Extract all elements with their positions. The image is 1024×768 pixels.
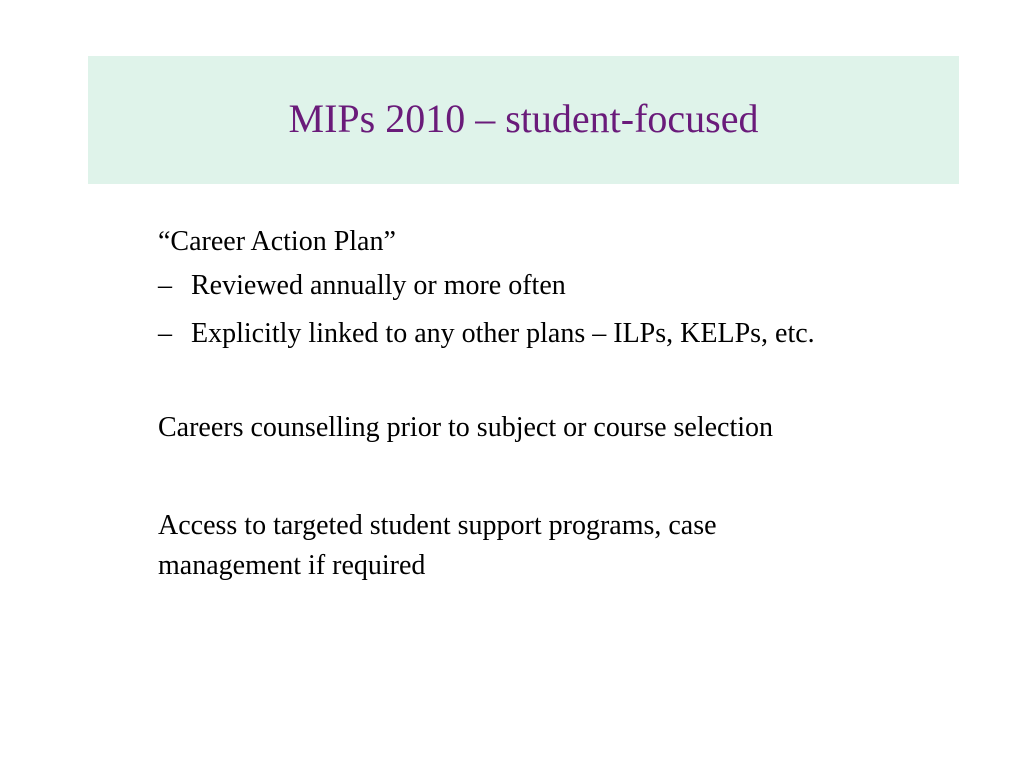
title-banner — [88, 56, 959, 184]
spacer — [158, 358, 978, 408]
sub-bullet-text: Reviewed annually or more often — [191, 270, 566, 301]
bullet-careers-counselling: Careers counselling prior to subject or course selection — [158, 412, 774, 443]
slide-body — [158, 222, 978, 586]
bullet-access-line-2: management if required — [158, 550, 426, 581]
dash-marker: – — [158, 318, 172, 349]
sub-bullet-reviewed — [158, 262, 978, 310]
sub-bullet-linked-plans — [158, 310, 978, 358]
bullet-career-action-plan: “Career Action Plan” — [158, 226, 396, 257]
dash-marker: – — [158, 270, 172, 301]
slide-title: MIPs 2010 – student-focused — [288, 95, 759, 141]
sub-bullet-text: Explicitly linked to any other plans – ILPs, KELPs, etc. — [191, 318, 815, 349]
bullet-access-line-1: Access to targeted student support programs, case — [158, 510, 717, 541]
spacer — [158, 448, 978, 506]
